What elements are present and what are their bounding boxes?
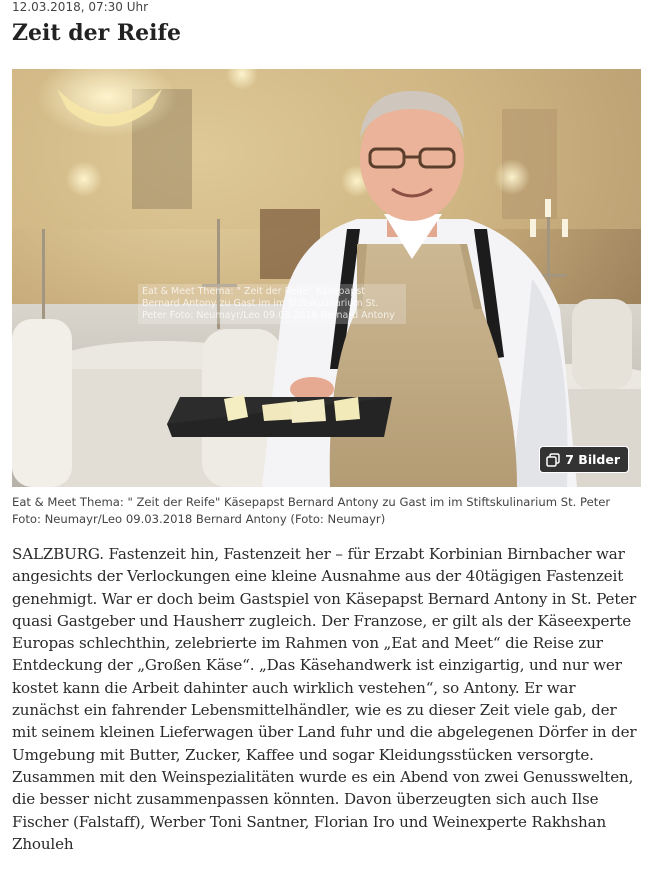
article-title: Zeit der Reife [12, 20, 181, 46]
article-body: SALZBURG. Fastenzeit hin, Fastenzeit her – für Erzabt Korbinian Birnbacher war angesichts der Verlockungen eine kleine Ausnahme aus der 40tägigen Fastenzeit genehmigt. War er doch beim Gastspiel von Käsepapst Bernard Antony in St. Peter quasi Gastgeber und Hausherr zugleich. Der Franzose, er gilt als der Käseexperte Europas schlechthin, zelebrierte im Rahmen von „Eat and Meet“ die Reise zur Entdeckung der „Großen Käse“. „Das Käsehandwerk ist einzigartig, und nur wer kostet kann die Arbeit dahinter auch wirklich vestehen“, so Antony. Er war zunächst ein fahrender Lebensmittelhändler, wie es zu dieser Zeit viele gab, der mit seinem kleinen Lieferwagen über Land fuhr und die abgelegenen Dörfer in der Umgebung mit Butter, Zucker, Kaffee und sogar Kleidungsstücken versorgte. Zusammen mit den Weinspezialitäten wurde es ein Abend von zwei Genusswelten, die besser nicht zusammenpassen könnten. Davon überzeugten sich auch Ilse Fischer (Falstaff), Werber Toni Santner, Florian Iro und Weinexperte Rakhshan Zhouleh [12, 545, 637, 853]
gallery-button-label: 7 Bilder [565, 452, 620, 467]
gallery-button[interactable] [539, 446, 629, 473]
gallery-icon [546, 453, 560, 467]
photo-caption: Eat & Meet Thema: " Zeit der Reife" Käsepapst Bernard Antony zu Gast im im Stiftskulinarium St. Peter Foto: Neumayr/Leo 09.03.2018 Bernard Antony (Foto: Neumayr) [12, 495, 611, 526]
article-dateline: 12.03.2018, 07:30 Uhr [12, 0, 149, 14]
article-photo[interactable] [12, 69, 641, 487]
photo-watermark: Eat & Meet Thema: " Zeit der Reife" Käsepapst Bernard Antony zu Gast im im Stiftskulinarium St. Peter Foto: Neumayr/Leo 09.03.2018 Bernard Antony [138, 284, 406, 324]
photo-illustration [12, 69, 641, 487]
